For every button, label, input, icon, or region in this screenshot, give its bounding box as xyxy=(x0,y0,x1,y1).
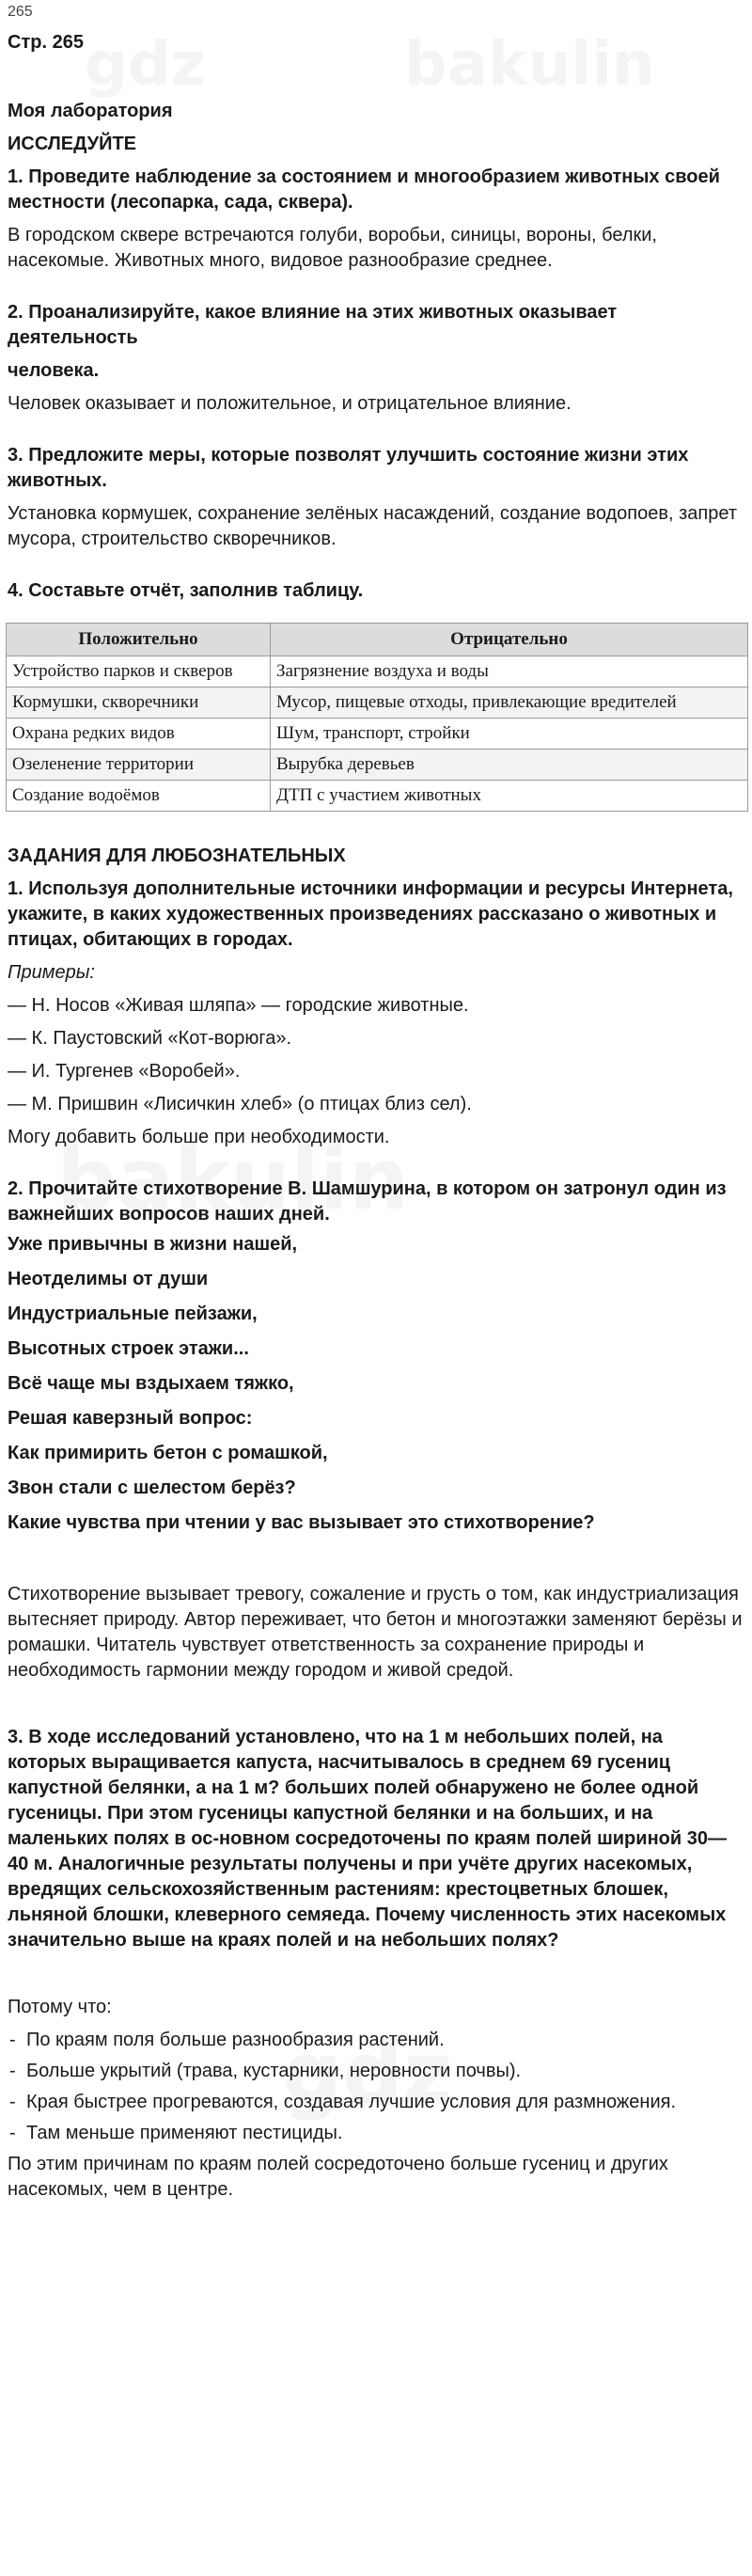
poem-line: Звон стали с шелестом берёз? xyxy=(8,1478,296,1498)
table-cell: ДТП с участием животных xyxy=(271,781,748,812)
table-header-negative: Отрицательно xyxy=(271,624,748,656)
example-item: — И. Тургенев «Воробей». xyxy=(8,1061,241,1082)
lab-question-2-cont: человека. xyxy=(8,360,100,381)
page xyxy=(0,2,752,2203)
examples-label: Примеры: xyxy=(8,962,95,983)
table-cell: Озеленение территории xyxy=(7,750,271,781)
lab-question-4: 4. Составьте отчёт, заполнив таблицу. xyxy=(8,580,364,601)
list-item: - Больше укрытий (трава, кустарники, неровности почвы). xyxy=(8,2059,744,2084)
table-cell: Создание водоёмов xyxy=(7,781,271,812)
poem-line: Решая каверзный вопрос: xyxy=(8,1408,253,1429)
curious-title: ЗАДАНИЯ ДЛЯ ЛЮБОЗНАТЕЛЬНЫХ xyxy=(8,845,346,866)
list-item: - Края быстрее прогреваются, создавая лучшие условия для размножения. xyxy=(8,2090,744,2115)
table-cell: Вырубка деревьев xyxy=(271,750,748,781)
table-row xyxy=(7,656,748,687)
poem xyxy=(8,1227,744,1541)
list-item: - По краям поля больше разнообразия растений. xyxy=(8,2028,744,2053)
table-cell: Устройство парков и скверов xyxy=(7,656,271,687)
poem-line: Высотных строек этажи... xyxy=(8,1338,249,1359)
table-row xyxy=(7,687,748,719)
lab-subtitle: ИССЛЕДУЙТЕ xyxy=(8,134,137,154)
because-label: Потому что: xyxy=(8,1997,112,2017)
table-cell: Загрязнение воздуха и воды xyxy=(271,656,748,687)
table-cell: Кормушки, скворечники xyxy=(7,687,271,719)
table-row xyxy=(7,750,748,781)
example-item: — К. Паустовский «Кот-ворюга». xyxy=(8,1028,292,1049)
example-item: — М. Пришвин «Лисичкин хлеб» (о птицах близ сел). xyxy=(8,1094,472,1114)
lab-answer-2: Человек оказывает и положительное, и отрицательное влияние. xyxy=(8,393,572,414)
poem-line: Неотделимы от души xyxy=(8,1269,209,1289)
report-table xyxy=(6,623,748,812)
page-number: 265 xyxy=(8,4,33,20)
reasons-list xyxy=(8,2028,744,2146)
conclusion: По этим причинам по краям полей сосредоточено больше гусениц и других насекомых, чем в центре. xyxy=(8,2154,668,2200)
page-heading: Стр. 265 xyxy=(8,32,84,53)
poem-question: Какие чувства при чтении у вас вызывает это стихотворение? xyxy=(8,1512,595,1533)
lab-question-2: 2. Проанализируйте, какое влияние на этих животных оказывает деятельность xyxy=(8,302,618,348)
poem-answer: Стихотворение вызывает тревогу, сожаление и грусть о том, как индустриализация вытесняет природу. Автор переживает, что бетон и многоэтажки заменяют берёзы и ромашки. Читатель чувствует ответственность за сохранение природы и необходимость гармонии между городом и живой средой. xyxy=(8,1584,743,1681)
example-item: — Н. Носов «Живая шляпа» — городские животные. xyxy=(8,995,469,1016)
curious-question-2: 2. Прочитайте стихотворение В. Шамшурина, в котором он затронул один из важнейших вопросов наших дней. xyxy=(8,1178,727,1225)
table-row xyxy=(7,781,748,812)
table-cell: Мусор, пищевые отходы, привлекающие вредителей xyxy=(271,687,748,719)
list-item: - Там меньше применяют пестициды. xyxy=(8,2121,744,2146)
poem-line: Как примирить бетон с ромашкой, xyxy=(8,1443,328,1463)
curious-question-1: 1. Используя дополнительные источники информации и ресурсы Интернета, укажите, в каких художественных произведениях рассказано о животных и птицах, обитающих в городах. xyxy=(8,878,733,950)
lab-question-3: 3. Предложите меры, которые позволят улучшить состояние жизни этих животных. xyxy=(8,445,689,491)
table-header-positive: Положительно xyxy=(7,624,271,656)
poem-line: Индустриальные пейзажи, xyxy=(8,1304,258,1324)
lab-answer-1: В городском сквере встречаются голуби, воробьи, синицы, вороны, белки, насекомые. Животных много, видовое разнообразие среднее. xyxy=(8,225,657,271)
table-header-row xyxy=(7,624,748,656)
curious-question-3: 3. В ходе исследований установлено, что на 1 м небольших полей, на которых выращивается капуста, насчитывалось в среднем 69 гусениц капустной белянки, а на 1 м? больших полей обнаружено не более одной гусеницы. При этом гусеницы капустной белянки и на больших, и на маленьких полях в ос-новном сосредоточены по краям полей шириной 30—40 м. Аналогичные результаты получены и при учёте других насекомых, вредящих сельскохозяйственным растениям: крестоцветных блошек, льняной блошки, клеверного семяеда. Почему численность этих насекомых значительно выше на краях полей и на небольших полях? xyxy=(8,1727,727,1951)
table-row xyxy=(7,719,748,750)
poem-line: Уже привычны в жизни нашей, xyxy=(8,1234,298,1255)
table-cell: Шум, транспорт, стройки xyxy=(271,719,748,750)
examples-note: Могу добавить больше при необходимости. xyxy=(8,1127,390,1147)
lab-question-1: 1. Проведите наблюдение за состоянием и многообразием животных своей местности (лесопарка, сада, сквера). xyxy=(8,166,720,213)
poem-line: Всё чаще мы вздыхаем тяжко, xyxy=(8,1373,294,1394)
lab-answer-3: Установка кормушек, сохранение зелёных насаждений, создание водопоев, запрет мусора, строительство скворечников. xyxy=(8,503,737,549)
table-cell: Охрана редких видов xyxy=(7,719,271,750)
lab-title: Моя лаборатория xyxy=(8,101,173,121)
